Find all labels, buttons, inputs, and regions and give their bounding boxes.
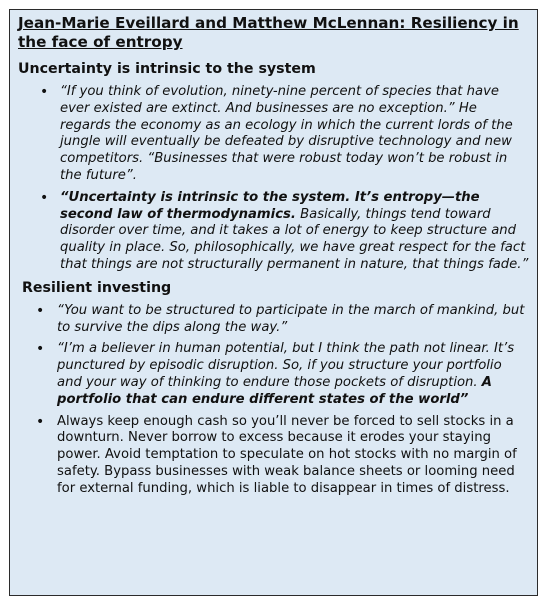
text-box [9, 9, 538, 596]
bullet-text: Basically, things tend toward disorder over time, and it takes a lot of energy to keep structure and quality in place. So, philosophically, we have great respect for the fact that things are not structurally permanent in nature, that things fade.” [60, 206, 529, 272]
bullet-human-potential [18, 341, 529, 408]
bullet-evolution-quote [18, 84, 529, 185]
resilient-bullet-list [18, 303, 529, 498]
bullet-text: Always keep enough cash so you’ll never be forced to sell stocks in a downturn. Never borrow to excess because it erodes your staying power. Avoid temptation to speculate on hot stocks with no margin of safety. Bypass businesses with weak balance sheets or looming need for external funding, which is liable to disappear in times of distress. [57, 413, 517, 496]
bullet-bold-text: “Uncertainty is intrinsic to the system. It’s entropy—the second law of thermodynamics. [60, 189, 480, 222]
bullet-march-of-mankind [18, 303, 529, 337]
bullet-cash-advice [18, 414, 529, 498]
uncertainty-bullet-list [18, 84, 529, 274]
section-heading-uncertainty: Uncertainty is intrinsic to the system [18, 61, 316, 77]
section-heading-resilient-investing: Resilient investing [22, 279, 172, 296]
bullet-bold-text: A portfolio that can endure different states of the world” [57, 374, 493, 407]
bullet-text: “If you think of evolution, ninety-nine percent of species that have ever existed are extinct. And businesses are no exception.” He regards the economy as an ecology in which the current lords of the jungle will eventually be defeated by disruptive technology and new competitors. “Businesses that were robust today won’t be robust in the future”. [60, 84, 513, 183]
bullet-text: “You want to be structured to participate in the march of mankind, but to survive the dips along the way.” [57, 302, 525, 335]
bullet-text: “I’m a believer in human potential, but I think the path not linear. It’s punctured by episodic disruption. So, if you structure your portfolio and your way of thinking to endure those pockets of disruption. [57, 341, 515, 390]
bullet-entropy-quote [18, 190, 529, 274]
box-title: Jean-Marie Eveillard and Matthew McLennan: Resiliency in the face of entropy [18, 14, 519, 51]
